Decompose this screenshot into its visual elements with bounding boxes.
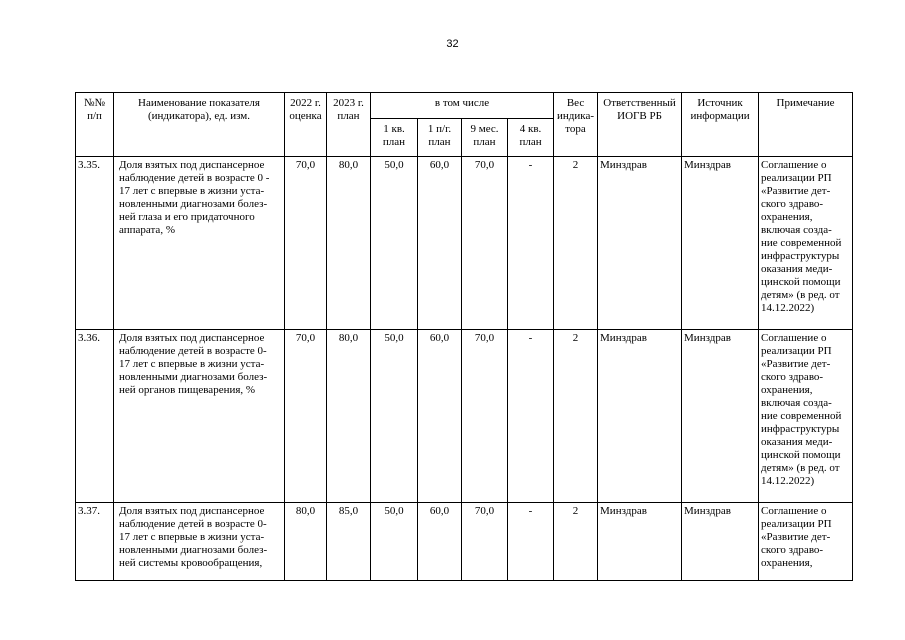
value-h1: 60,0 — [418, 157, 462, 330]
header-source: Источник информации — [682, 93, 759, 157]
header-name: Наименование показателя (индикатора), ед. изм. — [114, 93, 285, 157]
value-q1: 50,0 — [371, 330, 418, 503]
value-h1: 60,0 — [418, 503, 462, 581]
indicator-name: Доля взятых под диспансерное наблюдение детей в возрасте 0 - 17 лет с впервые в жизни уста- новленными диагнозами болез- ней глаза и его придаточного аппарата, % — [114, 157, 285, 330]
indicator-name: Доля взятых под диспансерное наблюдение детей в возрасте 0- 17 лет с впервые в жизни уста- новленными диагнозами болез- ней системы кровообращения, — [114, 503, 285, 581]
value-2022: 70,0 — [285, 157, 327, 330]
value-2022: 70,0 — [285, 330, 327, 503]
header-including: в том числе — [371, 93, 554, 119]
value-q1: 50,0 — [371, 503, 418, 581]
value-9m: 70,0 — [462, 330, 508, 503]
value-9m: 70,0 — [462, 157, 508, 330]
row-num: 3.35. — [76, 157, 114, 330]
value-q4: - — [508, 503, 554, 581]
source: Минздрав — [682, 157, 759, 330]
row-num: 3.37. — [76, 503, 114, 581]
value-9m: 70,0 — [462, 503, 508, 581]
value-2023: 85,0 — [327, 503, 371, 581]
value-2022: 80,0 — [285, 503, 327, 581]
value-q1: 50,0 — [371, 157, 418, 330]
table-row — [76, 330, 853, 503]
responsible: Минздрав — [598, 157, 682, 330]
value-weight: 2 — [554, 157, 598, 330]
responsible: Минздрав — [598, 330, 682, 503]
header-num: №№ п/п — [76, 93, 114, 157]
header-2023: 2023 г. план — [327, 93, 371, 157]
table-row — [76, 503, 853, 581]
header-9m: 9 мес. план — [462, 119, 508, 157]
header-responsible: Ответственный ИОГВ РБ — [598, 93, 682, 157]
responsible: Минздрав — [598, 503, 682, 581]
header-2022: 2022 г. оценка — [285, 93, 327, 157]
header-weight: Вес индика- тора — [554, 93, 598, 157]
value-2023: 80,0 — [327, 330, 371, 503]
note: Соглашение о реализации РП «Развитие дет- ского здраво- охранения, включая созда- ние современной инфраструктуры оказания меди- цинской помощи детям» (в ред. от 14.12.2022) — [759, 157, 853, 330]
header-h1: 1 п/г. план — [418, 119, 462, 157]
row-num: 3.36. — [76, 330, 114, 503]
note: Соглашение о реализации РП «Развитие дет- ского здраво- охранения, включая созда- ние современной инфраструктуры оказания меди- цинской помощи детям» (в ред. от 14.12.2022) — [759, 330, 853, 503]
header-note: Примечание — [759, 93, 853, 157]
table-row — [76, 157, 853, 330]
header-q1: 1 кв. план — [371, 119, 418, 157]
indicators-table — [75, 92, 853, 581]
value-weight: 2 — [554, 503, 598, 581]
value-h1: 60,0 — [418, 330, 462, 503]
value-2023: 80,0 — [327, 157, 371, 330]
indicator-name: Доля взятых под диспансерное наблюдение детей в возрасте 0- 17 лет с впервые в жизни уста- новленными диагнозами болез- ней органов пищеварения, % — [114, 330, 285, 503]
header-q4: 4 кв. план — [508, 119, 554, 157]
value-q4: - — [508, 330, 554, 503]
value-weight: 2 — [554, 330, 598, 503]
page-number: 32 — [446, 38, 459, 50]
source: Минздрав — [682, 330, 759, 503]
value-q4: - — [508, 157, 554, 330]
note: Соглашение о реализации РП «Развитие дет- ского здраво- охранения, — [759, 503, 853, 581]
source: Минздрав — [682, 503, 759, 581]
